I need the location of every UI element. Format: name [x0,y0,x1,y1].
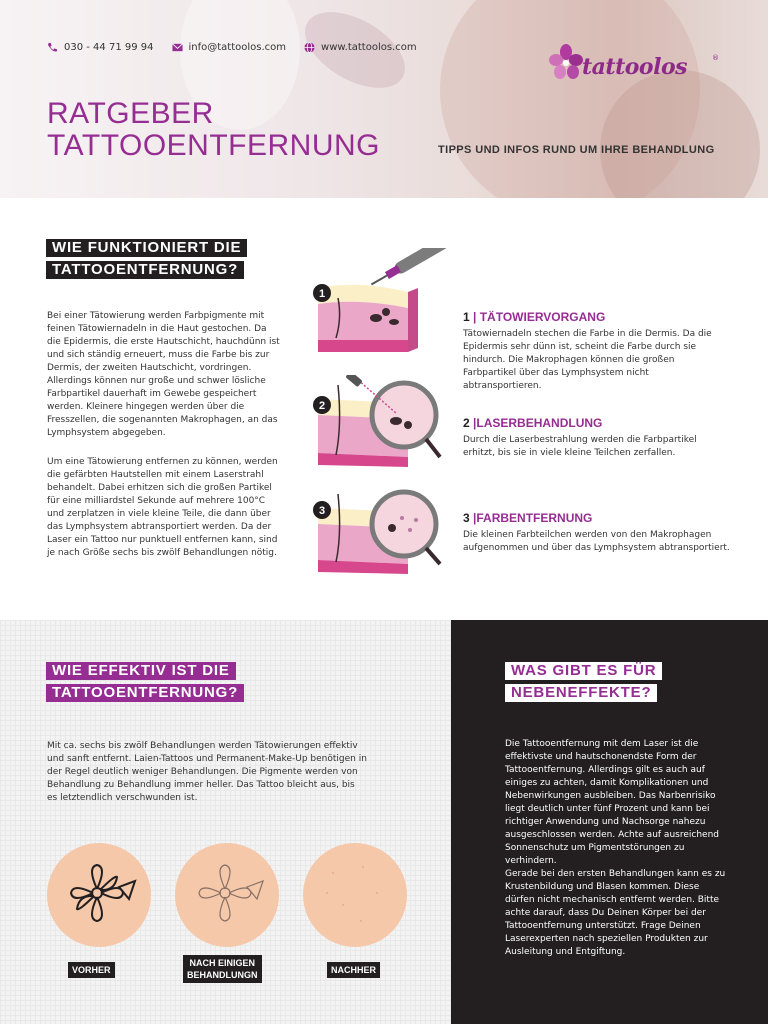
step-number: 2 [463,416,470,430]
step-number: 1 [463,310,470,324]
mid-label [183,955,262,983]
flower-tattoo-icon [47,843,151,947]
phone-icon [47,42,58,53]
phone-number: 030 - 44 71 99 94 [64,42,154,53]
header-banner [0,0,768,198]
after-skin-circle [303,843,407,947]
mid-skin-circle [175,843,279,947]
page-title-line1: RATGEBER [47,97,214,130]
heading-line: TATTOOENTFERNUNG? [46,684,244,702]
before-label: VORHER [68,962,115,978]
section-heading-side-effects [505,662,662,706]
before-skin-circle [47,843,151,947]
step-1-title [463,310,605,324]
heading-line: TATTOOENTFERNUNG? [46,261,244,279]
brand-logo[interactable] [548,42,728,92]
step-3-badge [312,500,332,520]
after-label: NACHHER [327,962,380,978]
heading-line: WIE EFFEKTIV IST DIE [46,662,236,680]
page-subtitle: TIPPS UND INFOS RUND UM IHRE BEHANDLUNG [438,144,715,156]
step-3-title [463,511,592,525]
step-2-title [463,416,602,430]
clear-skin-icon [303,843,407,947]
heading-line: NEBENEFFEKTE? [505,684,657,702]
laser-illustration [308,375,458,475]
website-url: www.tattoolos.com [321,42,417,53]
step-label: |FARBENTFERNUNG [469,511,593,525]
mid-label-line: BEHANDLUNGN [187,970,258,980]
side-effects-paragraph-2: Gerade bei den ersten Behandlungen kann es zu Krustenbildung und Blasen kommen. Diese dürfen nicht mechanisch entfernt werden. Bitte achte darauf, dass Du Deinen Körper bei der Tattooentfernung unterstützt. Frage Deinen Laserexperten nach speziellen Produkten zur Ausleitung und Entgiftung. [505,869,726,957]
logo-wordmark: tattoolos [582,54,688,80]
flower-logo-icon [548,44,584,84]
email-contact[interactable] [172,42,287,53]
step-2-badge-number: 2 [318,400,326,412]
mail-icon [172,42,183,53]
step-1-text: Tätowiernadeln stechen die Farbe in die Dermis. Da die Epidermis sehr dünn ist, scheint die Farbe durch sie hindurch. Die Makrophagen können die großen Farbpartikel über das Lymphsystem nicht abtransportieren. [463,329,712,391]
faded-flower-tattoo-icon [175,843,279,947]
section-heading-how [46,239,247,283]
step-number: 3 [463,511,470,525]
heading-line: WAS GIBT ES FÜR [505,662,662,680]
effective-paragraph: Mit ca. sechs bis zwölf Behandlungen werden Tätowierungen effektiv und sanft entfernt. Laien-Tattoos und Permanent-Make-Up benötigen in der Regel deutlich weniger Behandlungen. Die Pigmente werden von Behandlung zu Behandlung immer heller. Das Tattoo bleicht aus, bis es letztendlich verschwunden ist. [47,741,367,803]
page-title-line2: TATTOOENTFERNUNG [47,129,380,162]
step-label: | TÄTOWIERVORGANG [469,310,606,324]
email-address: info@tattoolos.com [188,42,287,53]
how-paragraph-2: Um eine Tätowierung entfernen zu können, werden die gefärbten Hautstellen mit einem Laserstrahl behandelt. Dabei erhitzen sich die großen Partikel für eine milliardstel Sekunde auf mehrere 100°C und zerplatzen in viele kleine Teile, die dann über das Lymphsystem abtransportiert werden. Da der Laser ein Tattoo nur punktuell entfernen kann, sind je nach Größe sechs bis zwölf Behandlungen nötig. [47,457,278,558]
mid-label-line: NACH EINIGEN [189,958,255,968]
phone-contact[interactable] [47,42,154,53]
step-2-badge [312,395,332,415]
how-paragraph-1: Bei einer Tätowierung werden Farbpigmente mit feinen Tätowiernadeln in die Haut gestochen. Da die Epidermis, die erste Hautschicht, hauchdünn ist und sich ständig erneuert, muss die Farbe bis zur Dermis, der zweiten Hautschicht, vordringen. Allerdings können nur große und schwer lösliche Farbpartikel dauerhaft im Gewebe gespeichert werden. Kleinere hingegen werden über die Fresszellen, die sogenannten Makrophagen, an das Lymphsystem abgegeben. [47,311,280,438]
globe-icon [304,42,315,53]
side-effects-paragraph-1: Die Tattooentfernung mit dem Laser ist die effektivste und hautschonendste Form der Tattooentfernung. Allerdings gilt es auch auf einiges zu achten, damit Komplikationen und Nebenwirkungen ausbleiben. Das Narbenrisiko liegt deutlich unter fünf Prozent und kann bei richtiger Anwendung und Nachsorge nahezu ausgeschlossen werden. Achte auf ausreichend Sonnenschutz um Pigmentstörungen zu verhindern. [505,739,719,866]
step-1-badge [312,283,332,303]
contact-bar [47,42,417,53]
tattooing-illustration [308,248,458,358]
heading-line: WIE FUNKTIONIERT DIE [46,239,247,257]
step-1-badge-number: 1 [318,288,326,300]
step-3-text: Die kleinen Farbteilchen werden von den Makrophagen aufgenommen und über das Lymphsystem abtransportiert. [463,530,730,553]
website-contact[interactable] [304,42,417,53]
step-3-badge-number: 3 [318,505,326,517]
step-2-text: Durch die Laserbestrahlung werden die Farbpartikel erhitzt, bis sie in viele kleine Teilchen zerfallen. [463,435,697,458]
registered-mark: ® [712,54,719,62]
section-heading-effective [46,662,244,706]
step-label: |LASERBEHANDLUNG [469,416,603,430]
